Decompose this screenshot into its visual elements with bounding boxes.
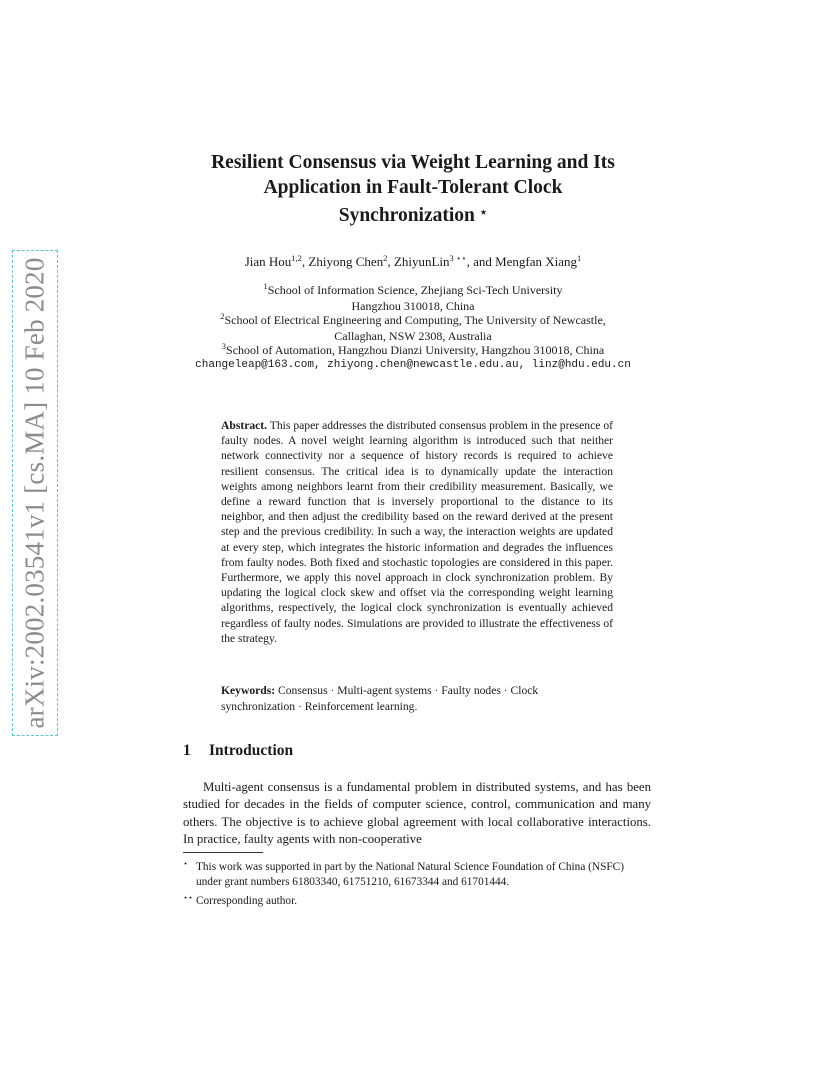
footnote-rule: [183, 852, 263, 853]
footnote-text: Corresponding author.: [196, 895, 298, 907]
author-name: ZhiyunLin: [393, 254, 450, 269]
author-separator: ,: [387, 254, 394, 269]
introduction-body: [183, 779, 651, 848]
keywords-label: Keywords:: [221, 684, 276, 697]
title-line-1: Resilient Consensus via Weight Learning and Its: [211, 152, 615, 173]
title-footnote-star: ⋆: [479, 205, 488, 219]
keywords-text: Consensus · Multi-agent systems · Faulty nodes · Clock synchronization · Reinforcement learning.: [221, 684, 539, 713]
paper-title: [170, 150, 656, 228]
arxiv-stamp: [12, 250, 58, 736]
affiliation-2: [150, 313, 676, 344]
keywords: [221, 683, 613, 714]
author-affil-sup: 3 ⋆⋆: [449, 253, 467, 263]
affiliation-line: Hangzhou 310018, China: [351, 298, 475, 313]
abstract-label: Abstract.: [221, 419, 268, 432]
title-line-3: [170, 200, 656, 228]
section-title: Introduction: [209, 742, 294, 759]
affiliation-line: Callaghan, NSW 2308, Australia: [334, 328, 492, 343]
author-affil-sup: 1,2: [291, 253, 302, 263]
author-name: Jian Hou: [244, 254, 292, 269]
affiliation-sup: 3: [221, 341, 227, 351]
affiliation-1: [150, 283, 676, 314]
affiliation-sup: 2: [220, 311, 225, 321]
affiliation-line: School of Information Science, Zhejiang Sci-Tech University: [267, 283, 563, 297]
footnote-funding: [183, 856, 651, 890]
footnote-text: This work was supported in part by the National Natural Science Foundation of China (NSFC) under grant numbers 61803340, 61751210, 61673344 and 61701444.: [196, 861, 624, 888]
affiliation-sup: 1: [263, 281, 268, 291]
section-number: 1: [183, 742, 191, 759]
title-line-2: Application in Fault-Tolerant Clock: [263, 177, 563, 198]
footnote-corresponding: [183, 890, 651, 909]
abstract-text: This paper addresses the distributed consensus problem in the presence of faulty nodes. A novel weight learning algorithm is introduced such that neither network connectivity nor a sequence of history records is required to achieve resilient consensus. The critical idea is to dynamically update the interaction weights among neighbors learnt from their credibility measurement. Basically, we define a reward function that is inversely proportional to the distance to its neighbor, and then adjust the credibility based on the reward derived at the present step and the previous credibility. In such a way, the interaction weights are updated at every step, which integrates the historic information and degrades the influences from faulty nodes. Both fixed and stochastic topologies are considered in this paper. Furthermore, we apply this novel approach in clock synchronization problem. By updating the logical clock skew and offset via the corresponding weight learning algorithms, respectively, the logical clock synchronization is eventually achieved regardless of faulty nodes. Simulations are provided to illustrate the effectiveness of the strategy.: [221, 419, 613, 645]
author-separator: , and: [466, 254, 496, 269]
author-name: Mengfan Xiang: [495, 254, 578, 269]
intro-paragraph: Multi-agent consensus is a fundamental problem in distributed systems, and has been studied for decades in the fields of computer science, control, communication and many others. The objective is to achieve global agreement with local collaborative interactions. In practice, faulty agents with non-cooperative: [183, 780, 651, 846]
abstract: [221, 418, 613, 646]
footnote-mark: ⋆: [183, 859, 189, 868]
section-heading-introduction: [183, 742, 293, 760]
author-emails: changeleap@163.com, zhiyong.chen@newcastle.edu.au, linz@hdu.edu.cn: [195, 359, 631, 371]
author-affil-sup: 1: [577, 253, 582, 263]
affiliation-3: [150, 343, 676, 359]
arxiv-stamp-text: arXiv:2002.03541v1 [cs.MA] 10 Feb 2020: [19, 257, 50, 729]
author-list: [150, 254, 676, 270]
author-affil-sup: 2: [383, 253, 388, 263]
author-separator: ,: [301, 254, 309, 269]
title-line-3-text: Synchronization: [338, 205, 475, 226]
author-name: Zhiyong Chen: [308, 254, 384, 269]
footnotes: [183, 856, 651, 909]
footnote-mark: ⋆⋆: [183, 893, 194, 902]
affiliation-line: School of Automation, Hangzhou Dianzi University, Hangzhou 310018, China: [226, 343, 605, 357]
affiliation-line: School of Electrical Engineering and Computing, The University of Newcastle,: [224, 313, 606, 327]
